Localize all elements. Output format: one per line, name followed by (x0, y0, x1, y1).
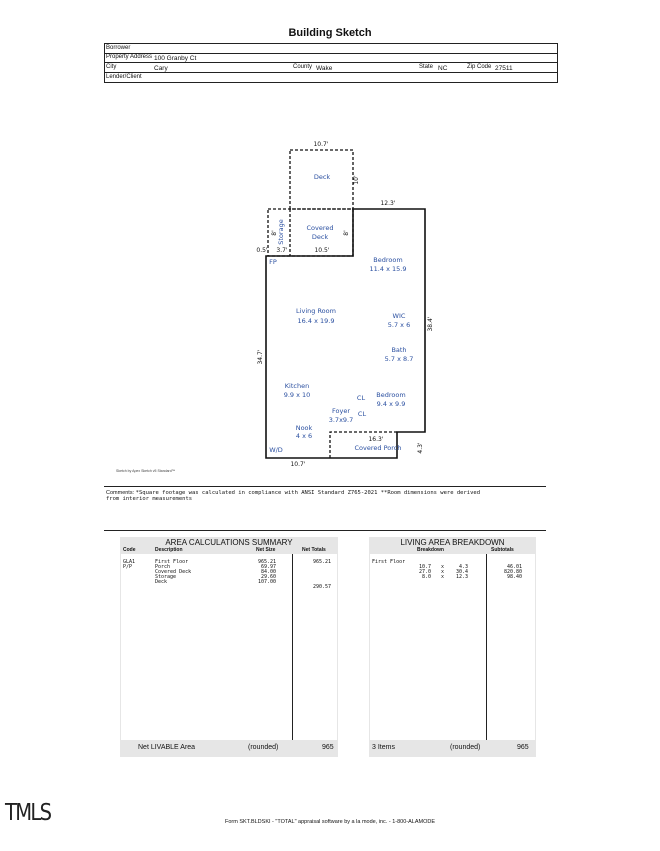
room-kitchen-size: 9.9 x 10 (283, 391, 311, 399)
dim-deck-top: 10.7' (313, 141, 329, 148)
breakdown-sub-2: 98.40 (507, 574, 523, 580)
breakdown-x-0: x (441, 564, 445, 570)
dim-cdeck-w: 10.5' (314, 247, 330, 254)
comments-bottom-rule (104, 530, 546, 531)
row-size-0: 965.21 (258, 559, 277, 565)
room-storage: Storage (277, 219, 285, 245)
row-code-0: GLA1 (123, 559, 136, 565)
breakdown-b-2: 12.3 (456, 574, 469, 580)
items-rounded: (rounded) (450, 744, 481, 751)
room-covered-deck-line2: Deck (311, 233, 329, 241)
dim-left-side: 34.7' (257, 349, 264, 365)
row-desc-0: First Floor (155, 559, 189, 565)
comments-line1: *Square footage was calculated in compliance with ANSI Standard Z765-2021 **Room dimensions were derived (135, 490, 481, 496)
dim-right-top: 12.3' (380, 200, 396, 207)
dim-porch-h: 4.3' (417, 442, 424, 454)
breakdown-x-2: x (441, 574, 445, 580)
area-summary-panel (120, 537, 338, 757)
row-desc-2: Covered Deck (155, 569, 192, 575)
row-desc-1: Porch (155, 564, 171, 570)
comments-line2: from interior measurements (106, 496, 193, 502)
room-bedroom1-size: 11.4 x 15.9 (369, 265, 407, 273)
lender-label: Lender/Client (106, 74, 142, 80)
dim-porch-w: 16.3' (368, 436, 384, 443)
breakdown-x-1: x (441, 569, 445, 575)
row-code-1: P/P (123, 564, 133, 570)
row-total-4: 290.57 (313, 584, 332, 590)
property-address-label: Property Address (106, 54, 153, 60)
breakdown-a-1: 27.0 (419, 569, 432, 575)
page-title: Building Sketch (288, 27, 372, 39)
room-foyer-size: 3.7x9.7 (328, 416, 354, 424)
items-count: 3 Items (372, 744, 395, 751)
col-description: Description (155, 547, 183, 553)
room-covered-porch: Covered Porch (354, 444, 402, 452)
area-summary-body (121, 554, 337, 740)
room-closet-2: CL (357, 410, 367, 418)
room-nook-size: 4 x 6 (295, 432, 313, 440)
room-wd: W/D (269, 446, 283, 454)
breakdown-a-0: 10.7 (419, 564, 432, 570)
living-breakdown-body (370, 554, 535, 740)
city-value: Cary (154, 65, 168, 72)
row-total-0: 965.21 (313, 559, 332, 565)
sketch-caption: Sketch by Apex Sketch v5 Standard™ (116, 469, 176, 473)
room-bedroom2-size: 9.4 x 9.9 (376, 400, 406, 408)
comments (106, 490, 546, 502)
room-covered-deck-line1: Covered (306, 224, 334, 232)
room-living-size: 16.4 x 19.9 (297, 317, 335, 325)
col-net-size: Net Size (256, 547, 276, 553)
column-divider (292, 554, 293, 740)
tmls-logo: TMLS (5, 800, 51, 826)
row-desc-3: Storage (155, 574, 177, 580)
zip-label: Zip Code (467, 64, 492, 70)
dim-storage-w: 3.7' (276, 247, 288, 254)
comments-top-rule (104, 486, 546, 487)
dim-deck-side: 10' (353, 175, 360, 185)
column-divider (486, 554, 487, 740)
room-living-name: Living Room (296, 307, 336, 315)
room-bath-name: Bath (391, 346, 407, 354)
row-size-2: 84.00 (261, 569, 277, 575)
room-bedroom1-name: Bedroom (373, 256, 403, 264)
dim-right-side: 38.4' (427, 316, 434, 332)
net-livable-label: Net LIVABLE Area (138, 744, 196, 751)
property-address-value: 100 Granby Ct (154, 55, 197, 62)
county-label: County (293, 64, 313, 70)
col-breakdown: Breakdown (417, 547, 444, 553)
zip-value: 27511 (495, 65, 513, 72)
comments-label: Comments: (106, 490, 135, 496)
dim-bottom: 10.7' (290, 461, 306, 468)
breakdown-section: First Floor (372, 559, 406, 565)
state-value: NC (438, 65, 448, 72)
col-net-totals: Net Totals (302, 547, 326, 553)
state-label: State (419, 64, 434, 70)
living-breakdown-title: LIVING AREA BREAKDOWN (400, 538, 505, 547)
room-foyer-name: Foyer (331, 407, 351, 415)
dim-left-small: 0.5' (256, 247, 268, 254)
col-subtotals: Subtotals (491, 547, 514, 553)
breakdown-b-0: 4.3 (459, 564, 469, 570)
living-breakdown-panel (369, 537, 536, 757)
form-footer: Form SKT.BLDSKI - "TOTAL" appraisal software by a la mode, inc. - 1-800-ALAMODE (224, 819, 436, 825)
row-size-4: 107.00 (258, 579, 277, 585)
room-nook-name: Nook (295, 424, 313, 432)
room-deck: Deck (313, 173, 331, 181)
room-closet-1: CL (356, 394, 366, 402)
room-wic-name: WIC (392, 312, 406, 320)
dim-cdeck-v: 8' (343, 230, 350, 236)
breakdown-a-2: 8.0 (422, 574, 432, 580)
city-label: City (106, 64, 117, 70)
row-desc-4: Deck (155, 579, 168, 585)
breakdown-b-1: 30.4 (456, 569, 469, 575)
breakdown-sub-0: 46.01 (507, 564, 523, 570)
net-livable-rounded: (rounded) (248, 744, 279, 751)
row-size-1: 69.97 (261, 564, 277, 570)
dim-storage-v: 8' (271, 230, 278, 236)
room-wic-size: 5.7 x 6 (387, 321, 411, 329)
area-summary-title: AREA CALCULATIONS SUMMARY (165, 538, 293, 547)
room-fp: FP (269, 258, 277, 266)
col-code: Code (123, 547, 136, 553)
room-bath-size: 5.7 x 8.7 (384, 355, 414, 363)
county-value: Wake (316, 65, 333, 72)
breakdown-sub-1: 820.80 (504, 569, 523, 575)
net-livable-value: 965 (322, 744, 334, 751)
row-size-3: 29.60 (261, 574, 277, 580)
borrower-label: Borrower (106, 45, 131, 51)
room-kitchen-name: Kitchen (284, 382, 310, 390)
items-total-value: 965 (517, 744, 529, 751)
room-bedroom2-name: Bedroom (376, 391, 406, 399)
